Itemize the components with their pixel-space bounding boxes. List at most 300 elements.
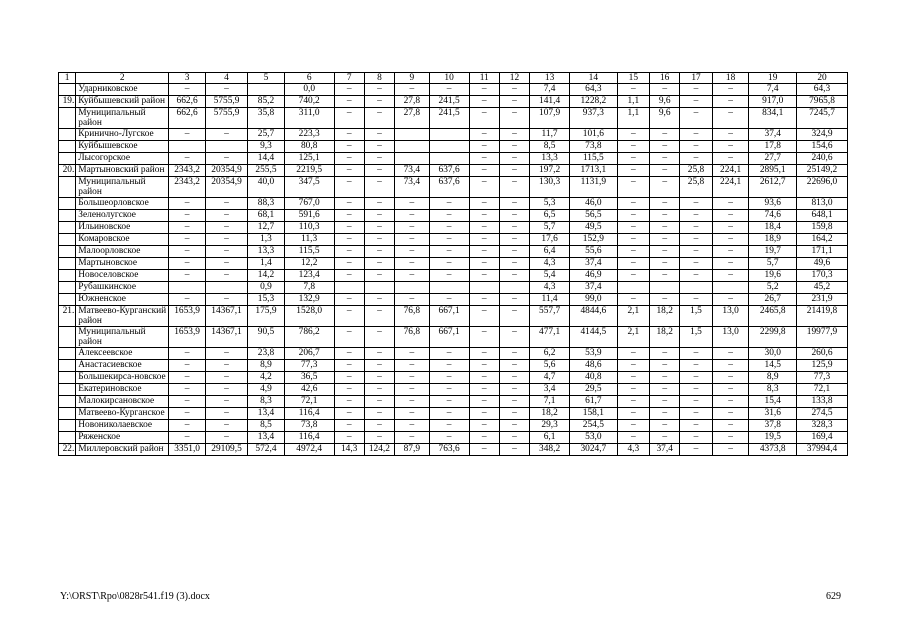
- value-cell: 74,6: [749, 210, 797, 222]
- value-cell: –: [680, 384, 712, 396]
- row-number-cell: [59, 294, 76, 306]
- value-cell: 18,4: [749, 222, 797, 234]
- value-cell: –: [499, 432, 529, 444]
- territory-name-cell: Мартыновский район: [76, 165, 169, 177]
- value-cell: –: [712, 372, 749, 384]
- value-cell: 6,4: [530, 246, 570, 258]
- value-cell: 141,4: [530, 96, 570, 108]
- value-cell: 53,9: [570, 348, 618, 360]
- value-cell: 834,1: [749, 108, 797, 129]
- territory-name-cell: Южненское: [76, 294, 169, 306]
- value-cell: –: [617, 198, 649, 210]
- value-cell: –: [429, 420, 469, 432]
- row-number-cell: [59, 129, 76, 141]
- value-cell: 87,9: [395, 444, 430, 456]
- value-cell: –: [169, 408, 206, 420]
- row-number-cell: [59, 282, 76, 294]
- value-cell: –: [395, 258, 430, 270]
- row-number-cell: [59, 327, 76, 348]
- value-cell: 72,1: [797, 384, 848, 396]
- value-cell: –: [650, 396, 680, 408]
- value-cell: 786,2: [284, 327, 334, 348]
- territory-name-cell: Большекирса-новское: [76, 372, 169, 384]
- value-cell: –: [499, 384, 529, 396]
- row-number-cell: [59, 153, 76, 165]
- value-cell: –: [334, 84, 364, 96]
- value-cell: –: [469, 210, 499, 222]
- value-cell: –: [469, 84, 499, 96]
- value-cell: –: [334, 384, 364, 396]
- value-cell: 123,4: [284, 270, 334, 282]
- value-cell: –: [169, 222, 206, 234]
- row-number-cell: [59, 84, 76, 96]
- value-cell: 26,7: [749, 294, 797, 306]
- value-cell: –: [334, 258, 364, 270]
- value-cell: 6,5: [530, 210, 570, 222]
- value-cell: –: [617, 348, 649, 360]
- value-cell: [205, 282, 247, 294]
- row-number-cell: [59, 141, 76, 153]
- value-cell: 73,8: [284, 420, 334, 432]
- value-cell: –: [395, 270, 430, 282]
- value-cell: –: [499, 444, 529, 456]
- value-cell: 19977,9: [797, 327, 848, 348]
- value-cell: 85,2: [248, 96, 285, 108]
- value-cell: 169,4: [797, 432, 848, 444]
- value-cell: 223,3: [284, 129, 334, 141]
- value-cell: –: [650, 246, 680, 258]
- value-cell: 37,8: [749, 420, 797, 432]
- table-row: [59, 108, 848, 129]
- territory-name-cell: Екатериновское: [76, 384, 169, 396]
- value-cell: [169, 141, 206, 153]
- column-number-cell: 12: [499, 73, 529, 84]
- table-row: [59, 444, 848, 456]
- value-cell: –: [712, 108, 749, 129]
- value-cell: –: [429, 246, 469, 258]
- value-cell: –: [429, 84, 469, 96]
- value-cell: –: [395, 222, 430, 234]
- value-cell: –: [617, 129, 649, 141]
- value-cell: 14,5: [749, 360, 797, 372]
- value-cell: 72,1: [284, 396, 334, 408]
- value-cell: –: [334, 153, 364, 165]
- value-cell: 1713,1: [570, 165, 618, 177]
- value-cell: –: [395, 210, 430, 222]
- value-cell: 20354,9: [205, 177, 247, 198]
- value-cell: –: [169, 396, 206, 408]
- value-cell: 1,5: [680, 306, 712, 327]
- value-cell: [334, 282, 364, 294]
- value-cell: 21419,8: [797, 306, 848, 327]
- value-cell: –: [169, 270, 206, 282]
- value-cell: –: [395, 432, 430, 444]
- value-cell: 40,8: [570, 372, 618, 384]
- value-cell: –: [364, 384, 394, 396]
- value-cell: –: [469, 222, 499, 234]
- value-cell: 2219,5: [284, 165, 334, 177]
- footer-page-number: 629: [826, 591, 841, 602]
- value-cell: 197,2: [530, 165, 570, 177]
- value-cell: –: [395, 234, 430, 246]
- table-row: [59, 306, 848, 327]
- value-cell: 767,0: [284, 198, 334, 210]
- value-cell: –: [205, 270, 247, 282]
- value-cell: 77,3: [797, 372, 848, 384]
- column-number-cell: 2: [76, 73, 169, 84]
- value-cell: –: [169, 84, 206, 96]
- value-cell: 241,5: [429, 108, 469, 129]
- value-cell: –: [334, 222, 364, 234]
- table-row: [59, 246, 848, 258]
- row-number-cell: [59, 396, 76, 408]
- table-row: [59, 234, 848, 246]
- value-cell: 93,6: [749, 198, 797, 210]
- value-cell: 0,0: [284, 84, 334, 96]
- value-cell: –: [499, 222, 529, 234]
- value-cell: 18,2: [530, 408, 570, 420]
- row-number-cell: 20.: [59, 165, 76, 177]
- value-cell: 37,4: [570, 282, 618, 294]
- value-cell: –: [469, 327, 499, 348]
- value-cell: 9,3: [248, 141, 285, 153]
- value-cell: 2299,8: [749, 327, 797, 348]
- value-cell: 4,3: [530, 258, 570, 270]
- value-cell: 23,8: [248, 348, 285, 360]
- value-cell: –: [395, 372, 430, 384]
- column-number-cell: 13: [530, 73, 570, 84]
- territory-name-cell: Большеорловское: [76, 198, 169, 210]
- value-cell: 76,8: [395, 306, 430, 327]
- value-cell: –: [364, 294, 394, 306]
- value-cell: 49,5: [570, 222, 618, 234]
- column-number-cell: 18: [712, 73, 749, 84]
- value-cell: –: [617, 210, 649, 222]
- value-cell: 5755,9: [205, 108, 247, 129]
- value-cell: –: [169, 129, 206, 141]
- value-cell: 19,7: [749, 246, 797, 258]
- value-cell: 14367,1: [205, 327, 247, 348]
- table-row: [59, 96, 848, 108]
- value-cell: 61,7: [570, 396, 618, 408]
- value-cell: 4,3: [530, 282, 570, 294]
- value-cell: 15,4: [749, 396, 797, 408]
- column-number-cell: 16: [650, 73, 680, 84]
- value-cell: 152,9: [570, 234, 618, 246]
- value-cell: –: [205, 408, 247, 420]
- value-cell: –: [680, 246, 712, 258]
- value-cell: –: [205, 198, 247, 210]
- value-cell: –: [469, 444, 499, 456]
- value-cell: –: [499, 294, 529, 306]
- value-cell: [617, 282, 649, 294]
- value-cell: –: [395, 84, 430, 96]
- value-cell: –: [499, 258, 529, 270]
- value-cell: –: [499, 327, 529, 348]
- value-cell: –: [617, 141, 649, 153]
- value-cell: –: [364, 177, 394, 198]
- value-cell: –: [205, 396, 247, 408]
- value-cell: –: [205, 348, 247, 360]
- value-cell: –: [712, 198, 749, 210]
- value-cell: –: [429, 294, 469, 306]
- value-cell: 311,0: [284, 108, 334, 129]
- value-cell: 73,4: [395, 165, 430, 177]
- value-cell: –: [334, 348, 364, 360]
- value-cell: 1228,2: [570, 96, 618, 108]
- value-cell: –: [364, 129, 394, 141]
- value-cell: 64,3: [570, 84, 618, 96]
- value-cell: –: [395, 420, 430, 432]
- value-cell: –: [205, 84, 247, 96]
- value-cell: –: [334, 408, 364, 420]
- value-cell: 274,5: [797, 408, 848, 420]
- value-cell: 7965,8: [797, 96, 848, 108]
- value-cell: –: [499, 153, 529, 165]
- value-cell: –: [395, 294, 430, 306]
- value-cell: 7,1: [530, 396, 570, 408]
- value-cell: 64,3: [797, 84, 848, 96]
- value-cell: –: [499, 234, 529, 246]
- value-cell: 328,3: [797, 420, 848, 432]
- value-cell: 1,4: [248, 258, 285, 270]
- value-cell: –: [334, 141, 364, 153]
- value-cell: –: [364, 210, 394, 222]
- value-cell: [395, 153, 430, 165]
- value-cell: 48,6: [570, 360, 618, 372]
- value-cell: 20354,9: [205, 165, 247, 177]
- value-cell: –: [364, 141, 394, 153]
- value-cell: –: [364, 432, 394, 444]
- value-cell: –: [680, 432, 712, 444]
- table-row: [59, 165, 848, 177]
- row-number-cell: [59, 177, 76, 198]
- value-cell: –: [499, 141, 529, 153]
- value-cell: –: [650, 165, 680, 177]
- value-cell: –: [334, 96, 364, 108]
- territory-name-cell: Кринично-Лугское: [76, 129, 169, 141]
- value-cell: –: [617, 360, 649, 372]
- value-cell: –: [429, 432, 469, 444]
- value-cell: –: [469, 234, 499, 246]
- value-cell: 36,5: [284, 372, 334, 384]
- value-cell: 557,7: [530, 306, 570, 327]
- value-cell: 68,1: [248, 210, 285, 222]
- value-cell: 3024,7: [570, 444, 618, 456]
- value-cell: –: [499, 177, 529, 198]
- value-cell: –: [334, 210, 364, 222]
- value-cell: –: [205, 153, 247, 165]
- value-cell: 8,9: [248, 360, 285, 372]
- value-cell: –: [205, 234, 247, 246]
- value-cell: –: [499, 246, 529, 258]
- territory-name-cell: Матвеево-Курганское: [76, 408, 169, 420]
- value-cell: –: [334, 234, 364, 246]
- value-cell: –: [712, 96, 749, 108]
- value-cell: –: [469, 165, 499, 177]
- value-cell: –: [712, 444, 749, 456]
- value-cell: 90,5: [248, 327, 285, 348]
- row-number-cell: 21.: [59, 306, 76, 327]
- value-cell: –: [617, 420, 649, 432]
- value-cell: 813,0: [797, 198, 848, 210]
- value-cell: 5,7: [749, 258, 797, 270]
- value-cell: [205, 141, 247, 153]
- value-cell: 2612,7: [749, 177, 797, 198]
- table-row: [59, 258, 848, 270]
- value-cell: –: [680, 84, 712, 96]
- value-cell: 80,8: [284, 141, 334, 153]
- value-cell: –: [712, 210, 749, 222]
- value-cell: –: [364, 258, 394, 270]
- value-cell: 13,4: [248, 432, 285, 444]
- value-cell: 5,7: [530, 222, 570, 234]
- territory-name-cell: Рубашкинское: [76, 282, 169, 294]
- value-cell: –: [169, 234, 206, 246]
- table-row: [59, 396, 848, 408]
- value-cell: –: [169, 348, 206, 360]
- value-cell: 4144,5: [570, 327, 618, 348]
- value-cell: –: [334, 327, 364, 348]
- value-cell: –: [650, 270, 680, 282]
- value-cell: –: [469, 108, 499, 129]
- value-cell: 255,5: [248, 165, 285, 177]
- value-cell: –: [169, 210, 206, 222]
- value-cell: 13,0: [712, 306, 749, 327]
- value-cell: –: [334, 246, 364, 258]
- value-cell: 42,6: [284, 384, 334, 396]
- value-cell: –: [205, 129, 247, 141]
- table-row: [59, 282, 848, 294]
- value-cell: –: [334, 420, 364, 432]
- value-cell: –: [469, 129, 499, 141]
- value-cell: –: [169, 258, 206, 270]
- value-cell: 667,1: [429, 306, 469, 327]
- value-cell: 29,5: [570, 384, 618, 396]
- territory-name-cell: Комаровское: [76, 234, 169, 246]
- territory-name-cell: Муниципальный район: [76, 177, 169, 198]
- value-cell: 154,6: [797, 141, 848, 153]
- value-cell: 56,5: [570, 210, 618, 222]
- value-cell: –: [650, 348, 680, 360]
- value-cell: –: [680, 96, 712, 108]
- value-cell: –: [680, 234, 712, 246]
- value-cell: [429, 282, 469, 294]
- value-cell: 3351,0: [169, 444, 206, 456]
- value-cell: –: [650, 234, 680, 246]
- value-cell: 46,9: [570, 270, 618, 282]
- value-cell: –: [429, 384, 469, 396]
- value-cell: 37,4: [749, 129, 797, 141]
- value-cell: 13,3: [248, 246, 285, 258]
- value-cell: –: [364, 222, 394, 234]
- value-cell: –: [680, 210, 712, 222]
- value-cell: 231,9: [797, 294, 848, 306]
- value-cell: –: [469, 96, 499, 108]
- row-number-cell: [59, 408, 76, 420]
- value-cell: 260,6: [797, 348, 848, 360]
- value-cell: 2895,1: [749, 165, 797, 177]
- value-cell: 4,3: [617, 444, 649, 456]
- value-cell: 1653,9: [169, 306, 206, 327]
- value-cell: 7,4: [749, 84, 797, 96]
- value-cell: –: [680, 198, 712, 210]
- value-cell: –: [205, 360, 247, 372]
- table-row: [59, 198, 848, 210]
- value-cell: –: [680, 444, 712, 456]
- value-cell: 347,5: [284, 177, 334, 198]
- value-cell: 7,8: [284, 282, 334, 294]
- table-row: [59, 270, 848, 282]
- value-cell: 8,3: [248, 396, 285, 408]
- value-cell: 572,4: [248, 444, 285, 456]
- value-cell: [499, 282, 529, 294]
- value-cell: –: [680, 108, 712, 129]
- value-cell: 8,3: [749, 384, 797, 396]
- value-cell: 30,0: [749, 348, 797, 360]
- row-number-cell: 22.: [59, 444, 76, 456]
- table-row: [59, 141, 848, 153]
- value-cell: –: [650, 198, 680, 210]
- territory-name-cell: Зеленолугское: [76, 210, 169, 222]
- value-cell: 1,1: [617, 108, 649, 129]
- value-cell: –: [334, 360, 364, 372]
- value-cell: 101,6: [570, 129, 618, 141]
- row-number-cell: 19.: [59, 96, 76, 108]
- value-cell: –: [617, 294, 649, 306]
- value-cell: –: [169, 372, 206, 384]
- territory-name-cell: Малоорловское: [76, 246, 169, 258]
- table-row: [59, 153, 848, 165]
- value-cell: –: [469, 432, 499, 444]
- row-number-cell: [59, 108, 76, 129]
- value-cell: 27,8: [395, 108, 430, 129]
- value-cell: 25,8: [680, 165, 712, 177]
- value-cell: –: [680, 396, 712, 408]
- table-row: [59, 420, 848, 432]
- value-cell: 13,0: [712, 327, 749, 348]
- value-cell: 132,9: [284, 294, 334, 306]
- value-cell: 116,4: [284, 432, 334, 444]
- value-cell: –: [205, 372, 247, 384]
- value-cell: 49,6: [797, 258, 848, 270]
- value-cell: 740,2: [284, 96, 334, 108]
- value-cell: 18,2: [650, 306, 680, 327]
- value-cell: 53,0: [570, 432, 618, 444]
- value-cell: 8,9: [749, 372, 797, 384]
- value-cell: –: [680, 372, 712, 384]
- territory-name-cell: Ряженское: [76, 432, 169, 444]
- row-number-cell: [59, 372, 76, 384]
- value-cell: 240,6: [797, 153, 848, 165]
- value-cell: 8,5: [530, 141, 570, 153]
- value-cell: –: [334, 432, 364, 444]
- value-cell: –: [169, 432, 206, 444]
- value-cell: –: [617, 270, 649, 282]
- territory-name-cell: Анастасиевское: [76, 360, 169, 372]
- value-cell: 110,3: [284, 222, 334, 234]
- row-number-cell: [59, 348, 76, 360]
- value-cell: –: [617, 177, 649, 198]
- value-cell: 3,4: [530, 384, 570, 396]
- value-cell: 12,7: [248, 222, 285, 234]
- row-number-cell: [59, 198, 76, 210]
- value-cell: [429, 153, 469, 165]
- value-cell: 31,6: [749, 408, 797, 420]
- value-cell: –: [680, 141, 712, 153]
- value-cell: –: [712, 246, 749, 258]
- value-cell: –: [334, 129, 364, 141]
